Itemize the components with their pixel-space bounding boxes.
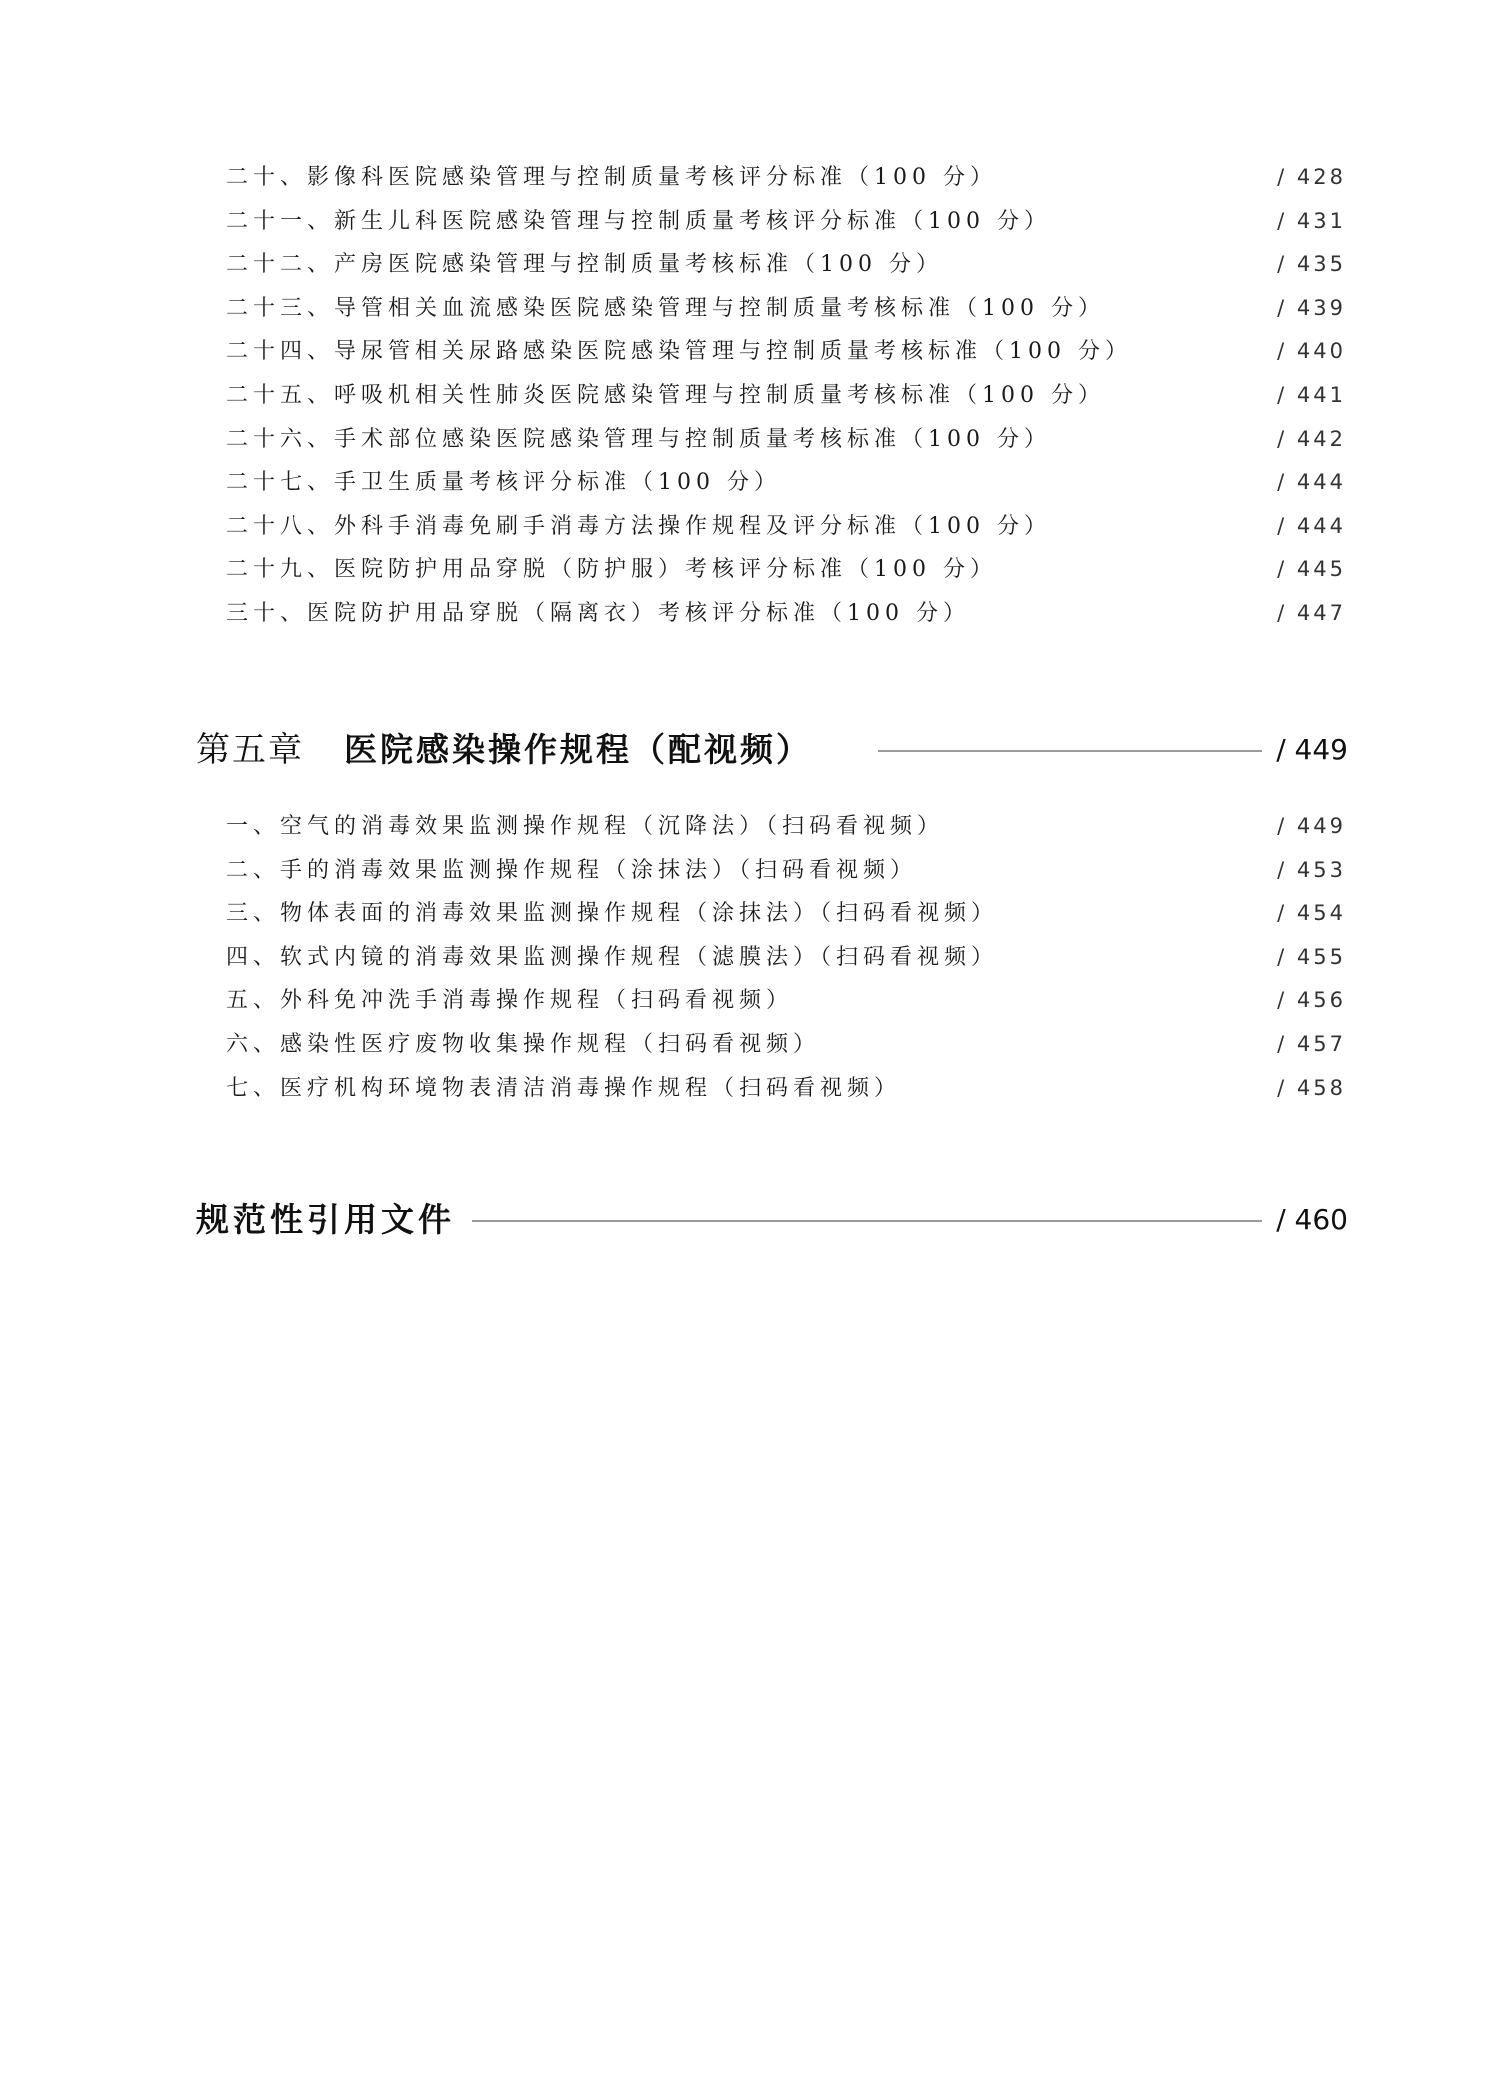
toc-entry[interactable] [226,374,1346,418]
normative-references-page-number: / 460 [1276,1203,1348,1236]
normative-references-label [196,1192,455,1248]
normative-references-title: 规范性引用文件 [196,1200,455,1239]
toc-entry-page: / 447 [1277,600,1346,625]
normative-references-heading[interactable] [196,1192,1348,1248]
toc-entry-title: 二十六、手术部位感染医院感染管理与控制质量考核标准（100 分） [226,426,1051,452]
toc-entry-title: 三、物体表面的消毒效果监测操作规程（涂抹法）（扫码看视频） [226,901,999,927]
toc-entry-title: 二十一、新生儿科医院感染管理与控制质量考核评分标准（100 分） [226,208,1051,234]
toc-entry-title: 二、手的消毒效果监测操作规程（涂抹法）（扫码看视频） [226,857,918,883]
heading-leader-line [472,1220,1262,1222]
toc-entry[interactable] [226,156,1346,200]
toc-entry[interactable] [226,805,1346,849]
heading-leader-line [878,750,1262,752]
toc-entry-title: 二十三、导管相关血流感染医院感染管理与控制质量考核标准（100 分） [226,295,1105,321]
toc-entry[interactable] [226,1023,1346,1067]
chapter-five-heading[interactable] [196,722,1348,778]
toc-entry-title: 一、空气的消毒效果监测操作规程（沉降法）（扫码看视频） [226,814,945,839]
toc-entry[interactable] [226,243,1346,287]
toc-entry-page: / 439 [1277,295,1346,320]
toc-entry[interactable] [226,418,1346,462]
toc-entry[interactable] [226,505,1346,549]
toc-entry-page: / 454 [1277,901,1346,926]
toc-entry-title: 二十八、外科手消毒免刷手消毒方法操作规程及评分标准（100 分） [226,513,1051,539]
toc-entry[interactable] [226,936,1346,980]
toc-entry-title: 二十九、医院防护用品穿脱（防护服）考核评分标准（100 分） [226,557,997,583]
toc-entry[interactable] [226,287,1346,331]
toc-entry[interactable] [226,892,1346,936]
toc-entry-page: / 457 [1277,1031,1346,1056]
toc-entry[interactable] [226,548,1346,592]
toc-entry-page: / 440 [1277,339,1346,364]
toc-entry[interactable] [226,592,1346,636]
chapter-number: 第五章 [196,730,304,770]
toc-entry-page: / 428 [1277,165,1346,189]
toc-entry[interactable] [226,200,1346,244]
toc-entry-title: 六、感染性医疗废物收集操作规程（扫码看视频） [226,1031,821,1057]
toc-list-section-four [226,156,1346,636]
toc-entry[interactable] [226,849,1346,893]
toc-entry-title: 二十、影像科医院感染管理与控制质量考核评分标准（100 分） [226,165,997,190]
toc-entry-title: 二十七、手卫生质量考核评分标准（100 分） [226,470,781,496]
chapter-five-label [196,722,812,778]
toc-entry-page: / 435 [1277,252,1346,277]
toc-entry-page: / 449 [1277,814,1346,838]
toc-entry-title: 五、外科免冲洗手消毒操作规程（扫码看视频） [226,988,794,1014]
chapter-page-number: / 449 [1276,733,1348,766]
toc-entry-title: 二十五、呼吸机相关性肺炎医院感染管理与控制质量考核标准（100 分） [226,382,1105,408]
toc-entry-title: 二十四、导尿管相关尿路感染医院感染管理与控制质量考核标准（100 分） [226,339,1132,365]
toc-entry-page: / 458 [1277,1075,1346,1100]
toc-entry-page: / 441 [1277,382,1346,407]
toc-entry-page: / 455 [1277,944,1346,969]
toc-entry[interactable] [226,1067,1346,1111]
toc-entry-title: 四、软式内镜的消毒效果监测操作规程（滤膜法）（扫码看视频） [226,944,999,970]
toc-entry[interactable] [226,330,1346,374]
toc-entry-page: / 431 [1277,208,1346,233]
toc-entry-title: 三十、医院防护用品穿脱（隔离衣）考核评分标准（100 分） [226,600,970,626]
toc-entry-page: / 444 [1277,513,1346,538]
toc-entry-page: / 456 [1277,988,1346,1013]
toc-entry-page: / 445 [1277,557,1346,582]
toc-entry[interactable] [226,979,1346,1023]
toc-entry-page: / 453 [1277,857,1346,882]
toc-list-chapter-five [226,805,1346,1110]
toc-entry-title: 七、医疗机构环境物表清洁消毒操作规程（扫码看视频） [226,1075,902,1101]
toc-entry[interactable] [226,461,1346,505]
toc-entry-page: / 444 [1277,470,1346,495]
toc-entry-title: 二十二、产房医院感染管理与控制质量考核标准（100 分） [226,252,943,278]
toc-entry-page: / 442 [1277,426,1346,451]
chapter-title: 医院感染操作规程（配视频） [344,730,812,769]
